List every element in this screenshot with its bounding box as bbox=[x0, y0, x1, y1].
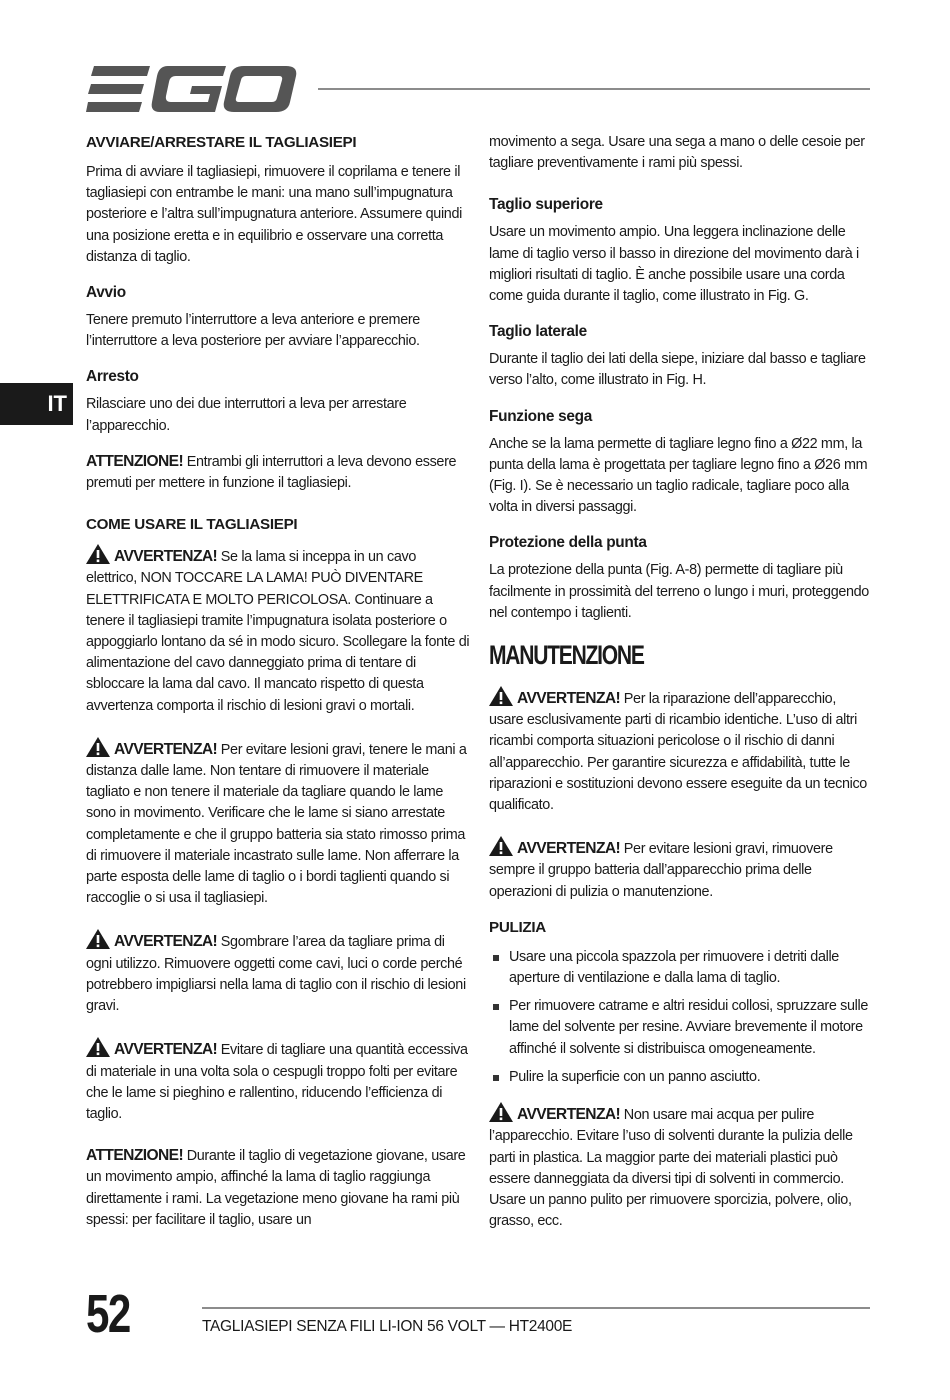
heading-come-usare: COME USARE IL TAGLIASIEPI bbox=[86, 516, 298, 534]
paragraph-intro: Prima di avviare il tagliasiepi, rimuovere il coprilama e tenere il tagliasiepi con entrambe le mani: una mano sull’impugnatura posteriore e l’altra sull’impugnatura anteriore. Assumere quindi una posizione eretta e in equilibrio e osservare una corretta distanza di taglio. bbox=[86, 164, 462, 265]
warning-triangle-icon bbox=[86, 544, 110, 564]
warning-keyword: AVVERTENZA! bbox=[114, 933, 218, 951]
heading-protezione-punta: Protezione della punta bbox=[489, 534, 647, 552]
warning-text: Evitare di tagliare una quantità eccessiva di materiale in una volta sola o cespugli troppo folti per evitare che le lame si pieghino e rallentino, riducendo l’efficienza di taglio. bbox=[86, 1042, 468, 1122]
list-item: Pulire la superficie con un panno asciutto. bbox=[489, 1067, 873, 1088]
warning-keyword: AVVERTENZA! bbox=[114, 740, 218, 758]
warning-4 bbox=[86, 1037, 470, 1125]
left-column bbox=[86, 132, 470, 1245]
paragraph-continued: movimento a sega. Usare una sega a mano o delle cesoie per tagliare preventivamente i rami più spessi. bbox=[489, 134, 865, 172]
attention-note-2 bbox=[86, 1145, 470, 1231]
heading-taglio-superiore: Taglio superiore bbox=[489, 196, 603, 214]
warning-keyword: AVVERTENZA! bbox=[517, 690, 621, 708]
warning-triangle-icon bbox=[86, 929, 110, 949]
pulizia-list bbox=[489, 947, 873, 1088]
warning-triangle-icon bbox=[489, 1102, 513, 1122]
warning-keyword: AVVERTENZA! bbox=[114, 548, 218, 566]
warning-3 bbox=[86, 929, 470, 1017]
attention-keyword: ATTENZIONE! bbox=[86, 1147, 184, 1165]
warning-text: Se la lama si inceppa in un cavo elettrico, NON TOCCARE LA LAMA! PUÒ DIVENTARE ELETTRIFICATA E MOLTO PERICOLOSA. Continuare a tenere il tagliasiepi tramite l’impugnatura isolata posteriore o appoggiarlo lontano da sé in modo sicuro. Scollegare la fonte di alimentazione del cavo danneggiato prima di tentare di sbloccare la lama dal cavo. Il mancato rispetto di questa avvertenza comporta il rischio di lesioni gravi o mortali. bbox=[86, 549, 470, 714]
paragraph-taglio-superiore: Usare un movimento ampio. Una leggera inclinazione delle lame di taglio verso il basso in direzione del movimento darà i migliori risultati di taglio. È anche possibile usare una corda come guida durante il taglio, come illustrato in Fig. G. bbox=[489, 224, 859, 305]
right-column bbox=[489, 132, 873, 1246]
warning-text: Sgombrare l’area da tagliare prima di ogni utilizzo. Rimuovere oggetti come cavi, luci o corde perché potrebbero impigliarsi nella lama di taglio con il rischio di lesioni gravi. bbox=[86, 934, 466, 1015]
footer-product-title: TAGLIASIEPI SENZA FILI LI-ION 56 VOLT — HT2400E bbox=[202, 1318, 573, 1335]
warning-text: Per evitare lesioni gravi, rimuovere sempre il gruppo batteria dall’apparecchio prima delle operazioni di pulizia o manutenzione. bbox=[489, 841, 833, 900]
paragraph-taglio-laterale: Durante il taglio dei lati della siepe, iniziare dal basso e tagliare verso l’alto, come illustrato in Fig. H. bbox=[489, 351, 866, 389]
paragraph-funzione-sega: Anche se la lama permette di tagliare legno fino a Ø22 mm, la punta della lama è progettata per tagliare legno fino a Ø26 mm (Fig. I). Se è necessario un taglio radicale, tagliare poco alla volta in diversi passaggi. bbox=[489, 435, 868, 516]
page-number: 52 bbox=[86, 1284, 130, 1344]
warning-1 bbox=[86, 544, 470, 717]
header-rule bbox=[318, 88, 870, 90]
heading-funzione-sega: Funzione sega bbox=[489, 407, 592, 425]
heading-avvio: Avvio bbox=[86, 284, 126, 302]
paragraph-arresto: Rilasciare uno dei due interruttori a leva per arrestare l’apparecchio. bbox=[86, 396, 407, 434]
warning-triangle-icon bbox=[86, 737, 110, 757]
warning-keyword: AVVERTENZA! bbox=[114, 1041, 218, 1059]
language-tab: IT bbox=[0, 383, 73, 425]
attention-text: Durante il taglio di vegetazione giovane, usare un movimento ampio, affinché la lama di taglio raggiunga direttamente i rami. La vegetazione meno giovane ha rami più spessi: per facilitare il taglio, usare un bbox=[86, 1148, 466, 1228]
warning-6 bbox=[489, 836, 873, 903]
footer-rule bbox=[202, 1307, 870, 1309]
ego-logo bbox=[86, 64, 298, 114]
list-item: Usare una piccola spazzola per rimuovere i detriti dalle aperture di ventilazione e dalla lama di taglio. bbox=[489, 947, 873, 989]
warning-text: Non usare mai acqua per pulire l’apparecchio. Evitare l’uso di solventi durante la pulizia delle parti in plastica. La maggior parte dei materiali plastici può essere danneggiata da diversi tipi di solventi in commercio. Usare un panno pulito per rimuovere sporcizia, polvere, olio, grasso, ecc. bbox=[489, 1107, 853, 1230]
paragraph-protezione-punta: La protezione della punta (Fig. A-8) permette di tagliare più facilmente in prossimità del terreno o lungo i muri, proteggendo nel contempo i taglienti. bbox=[489, 562, 869, 621]
attention-keyword: ATTENZIONE! bbox=[86, 452, 184, 470]
heading-arresto: Arresto bbox=[86, 368, 139, 386]
warning-2 bbox=[86, 737, 470, 910]
warning-keyword: AVVERTENZA! bbox=[517, 1106, 621, 1124]
paragraph-avvio: Tenere premuto l’interruttore a leva anteriore e premere l’interruttore a leva posteriore per avviare l’apparecchio. bbox=[86, 312, 420, 350]
warning-text: Per la riparazione dell’apparecchio, usare esclusivamente parti di ricambio identiche. L’uso di altri ricambi comporta situazioni pericolose o il rischio di danni all’apparecchio. Per garantire sicurezza e affidabilità, tutte le riparazioni e sostituzioni devono essere eseguite da un tecnico qualificato. bbox=[489, 691, 867, 814]
attention-text: Entrambi gli interruttori a leva devono essere premuti per mettere in funzione il tagliasiepi. bbox=[86, 453, 457, 492]
warning-keyword: AVVERTENZA! bbox=[517, 840, 621, 858]
warning-text: Per evitare lesioni gravi, tenere le mani a distanza dalle lame. Non tentare di rimuovere il materiale tagliato e non tenere il materiale da tagliare quando le lame sono in movimento. Verificare che le lame si siano arrestate completamente e che il gruppo batteria sia stato rimosso prima di rimuovere il materiale incastrato sulle lame. Non afferrare la parte esposta delle lame di taglio o i bordi taglienti quando si raccoglie o si usa il tagliasiepi. bbox=[86, 741, 467, 907]
heading-pulizia: PULIZIA bbox=[489, 918, 546, 936]
heading-manutenzione: MANUTENZIONE bbox=[489, 640, 644, 671]
warning-7 bbox=[489, 1102, 873, 1232]
heading-taglio-laterale: Taglio laterale bbox=[489, 323, 587, 341]
warning-5 bbox=[489, 686, 873, 816]
warning-triangle-icon bbox=[489, 836, 513, 856]
warning-triangle-icon bbox=[489, 686, 513, 706]
attention-note-1 bbox=[86, 451, 470, 494]
warning-triangle-icon bbox=[86, 1037, 110, 1057]
heading-start-stop: AVVIARE/ARRESTARE IL TAGLIASIEPI bbox=[86, 134, 357, 151]
list-item: Per rimuovere catrame e altri residui collosi, spruzzare sulle lame del solvente per resine. Avviare brevemente il motore affinché il solvente si distribuisca omogeneamente. bbox=[489, 996, 873, 1060]
